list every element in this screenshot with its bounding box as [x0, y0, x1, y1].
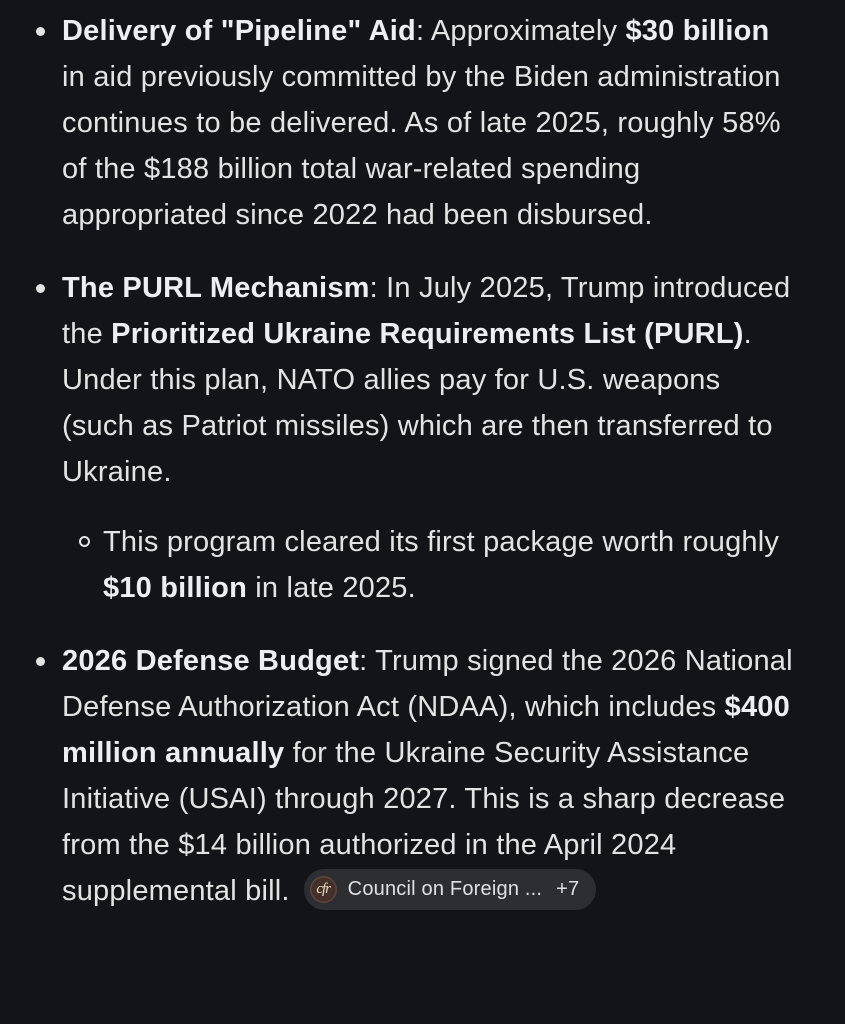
- bullet-dot-icon: [36, 284, 45, 293]
- cfr-source-icon: [310, 876, 337, 903]
- bullet-dot-icon: [36, 657, 45, 666]
- cfr-logo-text: cfr: [316, 880, 330, 897]
- bullet-item-2026-defense-budget: [0, 638, 800, 914]
- bullet-item-pipeline-aid: [0, 8, 800, 238]
- sub-bullet-text-first-package: This program cleared its first package worth roughly $10 billion in late 2025.: [103, 526, 780, 604]
- sub-bullet-list: [62, 519, 800, 611]
- bullet-dot-icon: [36, 27, 45, 36]
- bullet-text-2026-defense-budget: [62, 645, 793, 907]
- citation-more-count: +7: [556, 877, 580, 900]
- sub-bullet-circle-icon: [79, 536, 90, 547]
- bullet-list: [0, 8, 800, 914]
- bullet-text-pipeline-aid: Delivery of "Pipeline" Aid: Approximately $30 billion in aid previously committed by the Biden administration continues to be delivered. As of late 2025, roughly 58% of the $188 billion total war-related spending appropriated since 2022 had been disbursed.: [62, 15, 781, 231]
- citation-source-label: Council on Foreign ...: [347, 877, 543, 900]
- sub-bullet-item-first-package: [62, 519, 800, 611]
- bullet-item-purl-mechanism: [0, 265, 800, 611]
- bullet-text-segments: 2026 Defense Budget: Trump signed the 2026 National Defense Authorization Act (NDAA), which includes $400 million annually for the Ukraine Security Assistance Initiative (USAI) through 2027. This is a sharp decrease from the $14 billion authorized in the April 2024 supplemental bill.: [62, 645, 793, 907]
- citation-chip[interactable]: [304, 869, 597, 910]
- bullet-text-purl-mechanism: The PURL Mechanism: In July 2025, Trump introduced the Prioritized Ukraine Requirements List (PURL). Under this plan, NATO allies pay for U.S. weapons (such as Patriot missiles) which are then transferred to Ukraine.: [62, 272, 791, 488]
